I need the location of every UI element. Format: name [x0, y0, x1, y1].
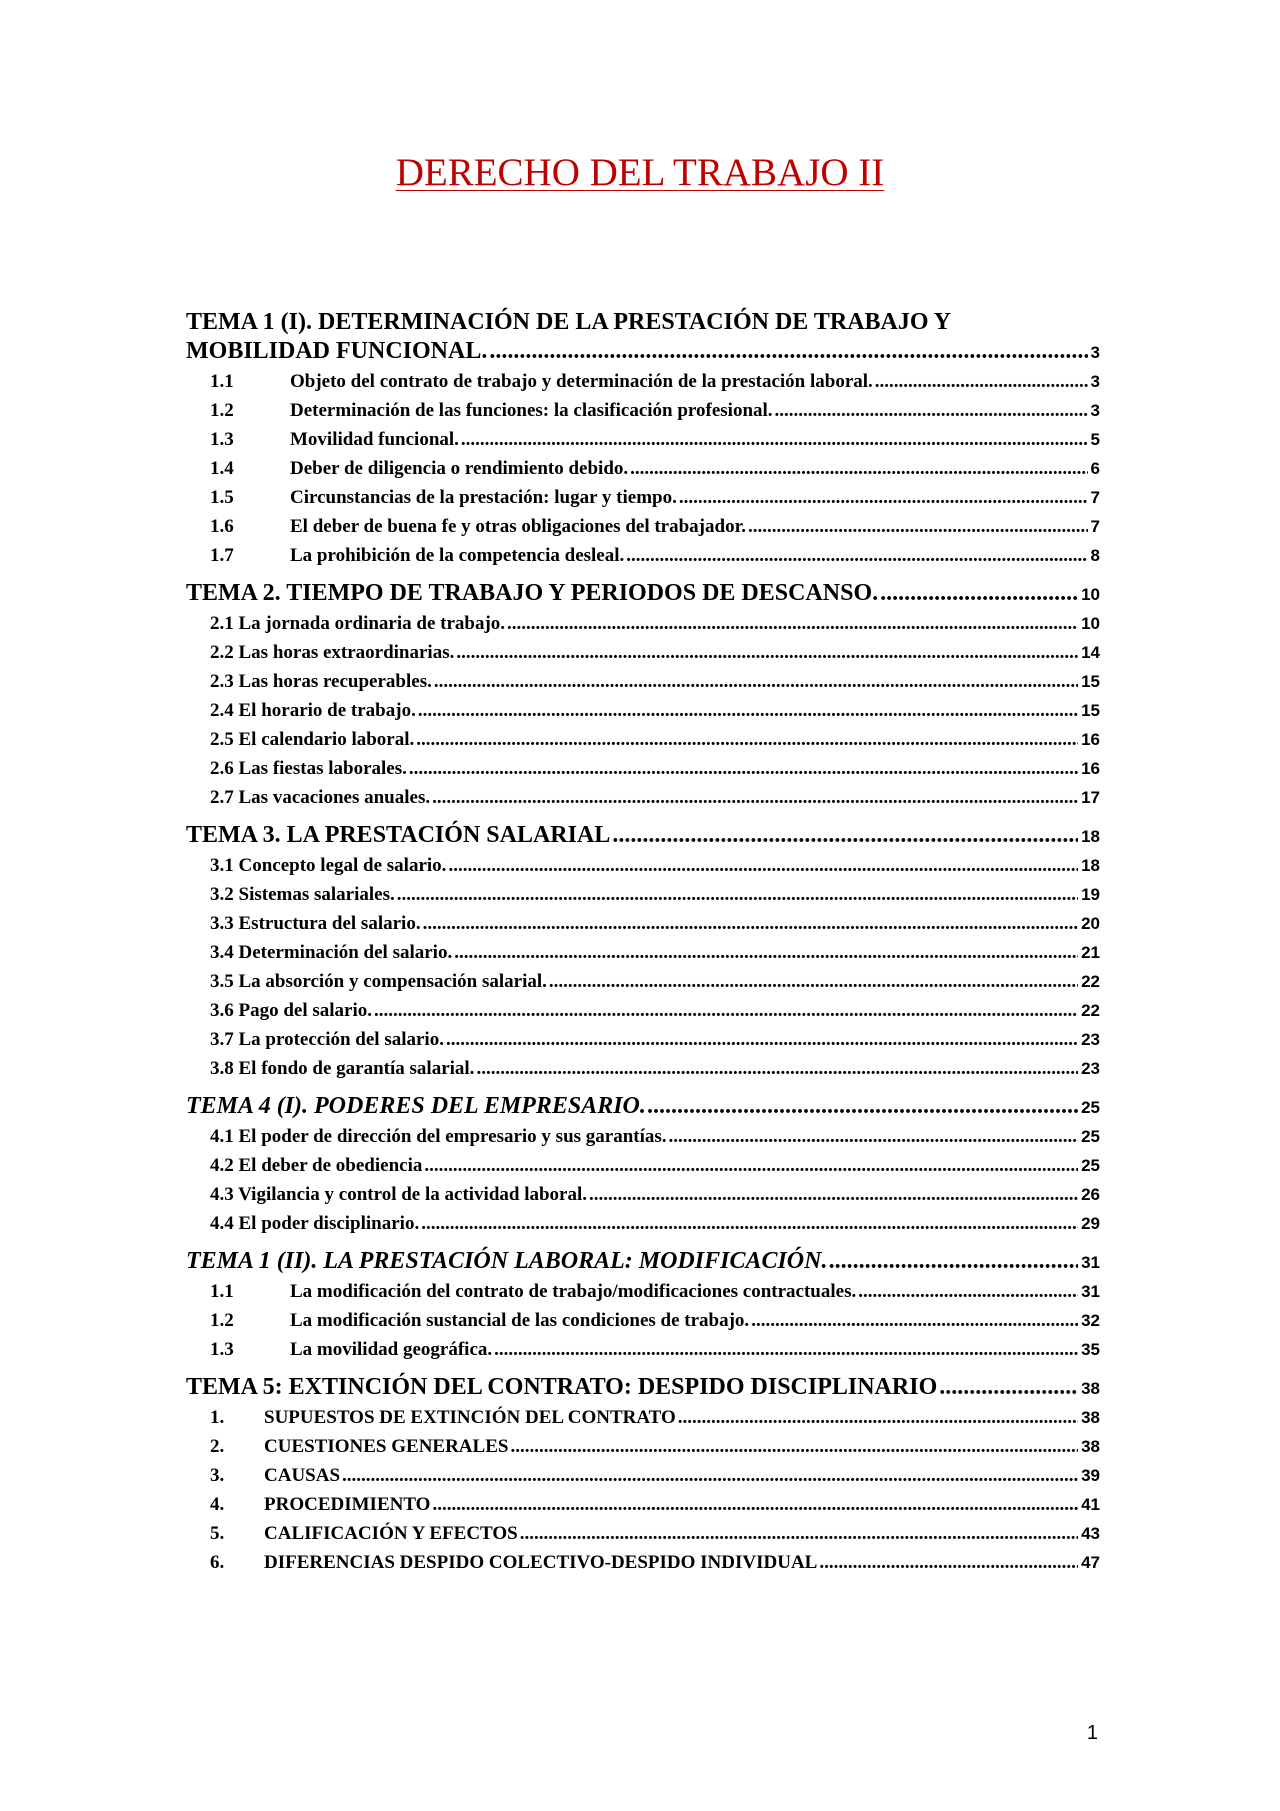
toc-entry-text: Circunstancias de la prestación: lugar y tiempo.: [290, 487, 677, 508]
toc-entry-text: SUPUESTOS DE EXTINCIÓN DEL CONTRATO: [264, 1407, 676, 1428]
toc-leader: [939, 1373, 1078, 1402]
toc-entry-text: 4.3 Vigilancia y control de la actividad laboral.: [210, 1184, 588, 1205]
toc-entry[interactable]: [186, 1277, 1100, 1306]
toc-chapter-title: TEMA 3. LA PRESTACIÓN SALARIAL: [186, 822, 611, 848]
toc-chapter-title: TEMA 5: EXTINCIÓN DEL CONTRATO: DESPIDO DISCIPLINARIO: [186, 1374, 938, 1400]
toc-page-number: 17: [1081, 788, 1100, 807]
toc-page-number: 38: [1081, 1379, 1100, 1398]
toc-leader: [748, 512, 1088, 541]
toc-leader: [342, 1461, 1078, 1490]
toc-page-number: 3: [1090, 372, 1100, 391]
toc-entry-text: 3.4 Determinación del salario.: [210, 942, 453, 963]
toc-entry-number: 1.1: [210, 371, 234, 392]
toc-leader: [520, 1519, 1078, 1548]
toc-leader: [416, 725, 1078, 754]
toc-entry-number: 1.: [210, 1407, 225, 1428]
toc-chapter-tema-5[interactable]: [186, 1373, 1100, 1403]
toc-entry-number: 1.3: [210, 1339, 234, 1360]
toc-leader: [669, 1122, 1079, 1151]
toc-entry-text: La modificación sustancial de las condiciones de trabajo.: [290, 1310, 750, 1331]
toc-page-number: 25: [1081, 1098, 1100, 1117]
toc-entry-text: 2.3 Las horas recuperables.: [210, 671, 432, 692]
toc-page-number: 43: [1081, 1524, 1100, 1543]
toc-entry[interactable]: [186, 1054, 1100, 1083]
toc-leader: [454, 938, 1078, 967]
toc-leader: [630, 454, 1087, 483]
toc-leader: [434, 667, 1078, 696]
toc-entry-number: 4.: [210, 1494, 225, 1515]
toc-chapter-tema-2[interactable]: [186, 579, 1100, 609]
toc-leader: [418, 696, 1078, 725]
toc-entry[interactable]: [186, 1403, 1100, 1432]
toc-page-number: 15: [1081, 701, 1100, 720]
toc-entry-text: 3.5 La absorción y compensación salarial.: [210, 971, 547, 992]
toc-page-number: 8: [1090, 546, 1100, 565]
toc-leader: [880, 579, 1078, 608]
page-number: 1: [1086, 1722, 1098, 1744]
toc-leader: [421, 1209, 1078, 1238]
toc-entry-number: 3.: [210, 1465, 225, 1486]
toc-chapter-title: TEMA 1 (I). DETERMINACIÓN DE LA PRESTACIÓN DE TRABAJO Y: [186, 309, 951, 335]
toc-entry[interactable]: [186, 1151, 1100, 1180]
toc-entry-text: La modificación del contrato de trabajo/modificaciones contractuales.: [290, 1281, 857, 1302]
toc-entry-text: PROCEDIMIENTO: [264, 1494, 431, 1515]
toc-entry[interactable]: [186, 696, 1100, 725]
toc-entry[interactable]: [186, 754, 1100, 783]
toc-entry-number: 1.1: [210, 1281, 234, 1302]
toc-entry-text: Objeto del contrato de trabajo y determinación de la prestación laboral.: [290, 371, 873, 392]
toc-entry[interactable]: [186, 541, 1100, 570]
toc-chapter-title-cont: MOBILIDAD FUNCIONAL.: [186, 338, 488, 364]
toc-leader: [751, 1306, 1078, 1335]
toc-entry[interactable]: [186, 1432, 1100, 1461]
toc-entry-text: 4.2 El deber de obediencia: [210, 1155, 423, 1176]
toc-entry-text: 2.5 El calendario laboral.: [210, 729, 415, 750]
toc-page-number: 23: [1081, 1059, 1100, 1078]
toc-leader: [409, 754, 1078, 783]
toc-entry-text: Determinación de las funciones: la clasificación profesional.: [290, 400, 773, 421]
toc-entry-text: 4.4 El poder disciplinario.: [210, 1213, 420, 1234]
toc-leader: [875, 367, 1088, 396]
toc-entry-number: 1.5: [210, 487, 234, 508]
toc-entry[interactable]: [186, 1461, 1100, 1490]
toc-page-number: 20: [1081, 914, 1100, 933]
toc-leader: [858, 1277, 1078, 1306]
document-title: DERECHO DEL TRABAJO II: [395, 151, 885, 194]
toc-chapter-title: TEMA 1 (II). LA PRESTACIÓN LABORAL: MODIFICACIÓN.: [186, 1248, 828, 1274]
toc-entry[interactable]: [186, 880, 1100, 909]
toc-page-number: 23: [1081, 1030, 1100, 1049]
toc-entry[interactable]: [186, 1025, 1100, 1054]
toc-leader: [679, 483, 1088, 512]
toc-page-number: 6: [1090, 459, 1100, 478]
toc-leader: [775, 396, 1088, 425]
toc-leader: [549, 967, 1078, 996]
toc-page-number: 7: [1090, 488, 1100, 507]
toc-page-number: 14: [1081, 643, 1100, 662]
toc-entry-text: La movilidad geográfica.: [290, 1339, 493, 1360]
toc-entry-text: 3.8 El fondo de garantía salarial.: [210, 1058, 475, 1079]
toc-leader: [648, 1092, 1078, 1121]
toc-entry[interactable]: [186, 512, 1100, 541]
toc-leader: [494, 1335, 1078, 1364]
toc-entry[interactable]: [186, 1306, 1100, 1335]
toc-entry-text: 3.2 Sistemas salariales.: [210, 884, 395, 905]
toc-entry[interactable]: [186, 783, 1100, 812]
toc-leader: [446, 1025, 1078, 1054]
toc-entry[interactable]: [186, 1180, 1100, 1209]
toc-leader: [819, 1548, 1078, 1577]
toc-entry-number: 1.7: [210, 545, 234, 566]
toc-entry-text: CUESTIONES GENERALES: [264, 1436, 509, 1457]
toc-page-number: 3: [1090, 401, 1100, 420]
toc-entry[interactable]: [186, 609, 1100, 638]
toc-entry[interactable]: [186, 367, 1100, 396]
toc-entry-text: 4.1 El poder de dirección del empresario y sus garantías.: [210, 1126, 667, 1147]
toc-entry[interactable]: [186, 996, 1100, 1025]
toc-page-number: 31: [1081, 1253, 1100, 1272]
toc-leader: [456, 638, 1078, 667]
toc-entry[interactable]: [186, 454, 1100, 483]
toc-entry[interactable]: [186, 1335, 1100, 1364]
toc-leader: [448, 851, 1078, 880]
toc-chapter-tema-1-ii[interactable]: [186, 1247, 1100, 1277]
toc-leader: [424, 1151, 1078, 1180]
toc-entry[interactable]: [186, 638, 1100, 667]
toc-entry[interactable]: [186, 1548, 1100, 1577]
toc-entry[interactable]: [186, 725, 1100, 754]
toc-leader: [397, 880, 1078, 909]
table-of-contents: [186, 308, 1100, 1577]
toc-entry[interactable]: [186, 1490, 1100, 1519]
toc-entry-text: 2.1 La jornada ordinaria de trabajo.: [210, 613, 506, 634]
toc-page-number: 25: [1081, 1127, 1100, 1146]
toc-page-number: 22: [1081, 1001, 1100, 1020]
toc-page-number: 32: [1081, 1311, 1100, 1330]
toc-entry[interactable]: [186, 667, 1100, 696]
toc-entry-text: 2.7 Las vacaciones anuales.: [210, 787, 431, 808]
toc-chapter-title: TEMA 2. TIEMPO DE TRABAJO Y PERIODOS DE DESCANSO.: [186, 580, 879, 606]
toc-chapter-tema-1-i[interactable]: [186, 308, 1100, 367]
toc-entry-text: 3.7 La protección del salario.: [210, 1029, 444, 1050]
toc-page-number: 19: [1081, 885, 1100, 904]
toc-entry[interactable]: [186, 851, 1100, 880]
toc-page-number: 5: [1090, 430, 1100, 449]
toc-leader: [432, 783, 1078, 812]
toc-leader: [461, 425, 1088, 454]
toc-entry[interactable]: [186, 425, 1100, 454]
toc-entry[interactable]: [186, 483, 1100, 512]
toc-page-number: 29: [1081, 1214, 1100, 1233]
toc-leader: [589, 1180, 1078, 1209]
toc-page-number: 3: [1090, 343, 1100, 362]
toc-entry[interactable]: [186, 909, 1100, 938]
toc-leader: [507, 609, 1078, 638]
toc-entry-text: Deber de diligencia o rendimiento debido.: [290, 458, 629, 479]
toc-page-number: 38: [1081, 1437, 1100, 1456]
toc-leader: [476, 1054, 1078, 1083]
toc-page-number: 26: [1081, 1185, 1100, 1204]
toc-entry[interactable]: [186, 1122, 1100, 1151]
toc-entry-number: 1.3: [210, 429, 234, 450]
toc-page-number: 38: [1081, 1408, 1100, 1427]
toc-entry-text: 3.6 Pago del salario.: [210, 1000, 373, 1021]
toc-entry-text: La prohibición de la competencia desleal.: [290, 545, 625, 566]
toc-entry-text: DIFERENCIAS DESPIDO COLECTIVO-DESPIDO INDIVIDUAL: [264, 1552, 818, 1573]
toc-entry-number: 5.: [210, 1523, 225, 1544]
toc-leader: [626, 541, 1087, 570]
toc-entry-number: 1.4: [210, 458, 234, 479]
toc-leader: [510, 1432, 1078, 1461]
toc-leader: [374, 996, 1078, 1025]
toc-chapter-tema-3[interactable]: [186, 821, 1100, 851]
toc-entry-number: 1.2: [210, 1310, 234, 1331]
toc-leader: [829, 1247, 1078, 1276]
toc-page-number: 10: [1081, 585, 1100, 604]
toc-entry[interactable]: [186, 396, 1100, 425]
toc-page-number: 18: [1081, 827, 1100, 846]
toc-page-number: 31: [1081, 1282, 1100, 1301]
toc-entry[interactable]: [186, 938, 1100, 967]
toc-page-number: 16: [1081, 730, 1100, 749]
toc-entry[interactable]: [186, 967, 1100, 996]
toc-entry-number: 6.: [210, 1552, 225, 1573]
toc-leader: [612, 821, 1078, 850]
toc-leader: [432, 1490, 1078, 1519]
toc-page-number: 7: [1090, 517, 1100, 536]
toc-page-number: 35: [1081, 1340, 1100, 1359]
toc-entry[interactable]: [186, 1209, 1100, 1238]
toc-leader: [489, 337, 1087, 366]
toc-entry-number: 1.2: [210, 400, 234, 421]
toc-entry-text: 2.4 El horario de trabajo.: [210, 700, 416, 721]
toc-entry-text: CALIFICACIÓN Y EFECTOS: [264, 1523, 518, 1544]
toc-page-number: 22: [1081, 972, 1100, 991]
toc-leader: [423, 909, 1079, 938]
toc-entry-text: 3.3 Estructura del salario.: [210, 913, 421, 934]
toc-entry-text: Movilidad funcional.: [290, 429, 459, 450]
toc-entry[interactable]: [186, 1519, 1100, 1548]
toc-chapter-title: TEMA 4 (I). PODERES DEL EMPRESARIO.: [186, 1093, 646, 1119]
toc-entry-number: 2.: [210, 1436, 225, 1457]
toc-entry-text: CAUSAS: [264, 1465, 341, 1486]
toc-entry-text: 2.2 Las horas extraordinarias.: [210, 642, 455, 663]
toc-page-number: 21: [1081, 943, 1100, 962]
toc-page-number: 10: [1081, 614, 1100, 633]
toc-page-number: 16: [1081, 759, 1100, 778]
toc-page-number: 47: [1081, 1553, 1100, 1572]
toc-page-number: 18: [1081, 856, 1100, 875]
toc-entry-text: El deber de buena fe y otras obligaciones del trabajador.: [290, 516, 747, 537]
toc-chapter-tema-4-i[interactable]: [186, 1092, 1100, 1122]
toc-page-number: 15: [1081, 672, 1100, 691]
toc-entry-number: 1.6: [210, 516, 234, 537]
toc-page-number: 25: [1081, 1156, 1100, 1175]
toc-entry-text: 2.6 Las fiestas laborales.: [210, 758, 407, 779]
toc-page-number: 39: [1081, 1466, 1100, 1485]
toc-leader: [678, 1403, 1078, 1432]
toc-entry-text: 3.1 Concepto legal de salario.: [210, 855, 447, 876]
toc-page-number: 41: [1081, 1495, 1100, 1514]
